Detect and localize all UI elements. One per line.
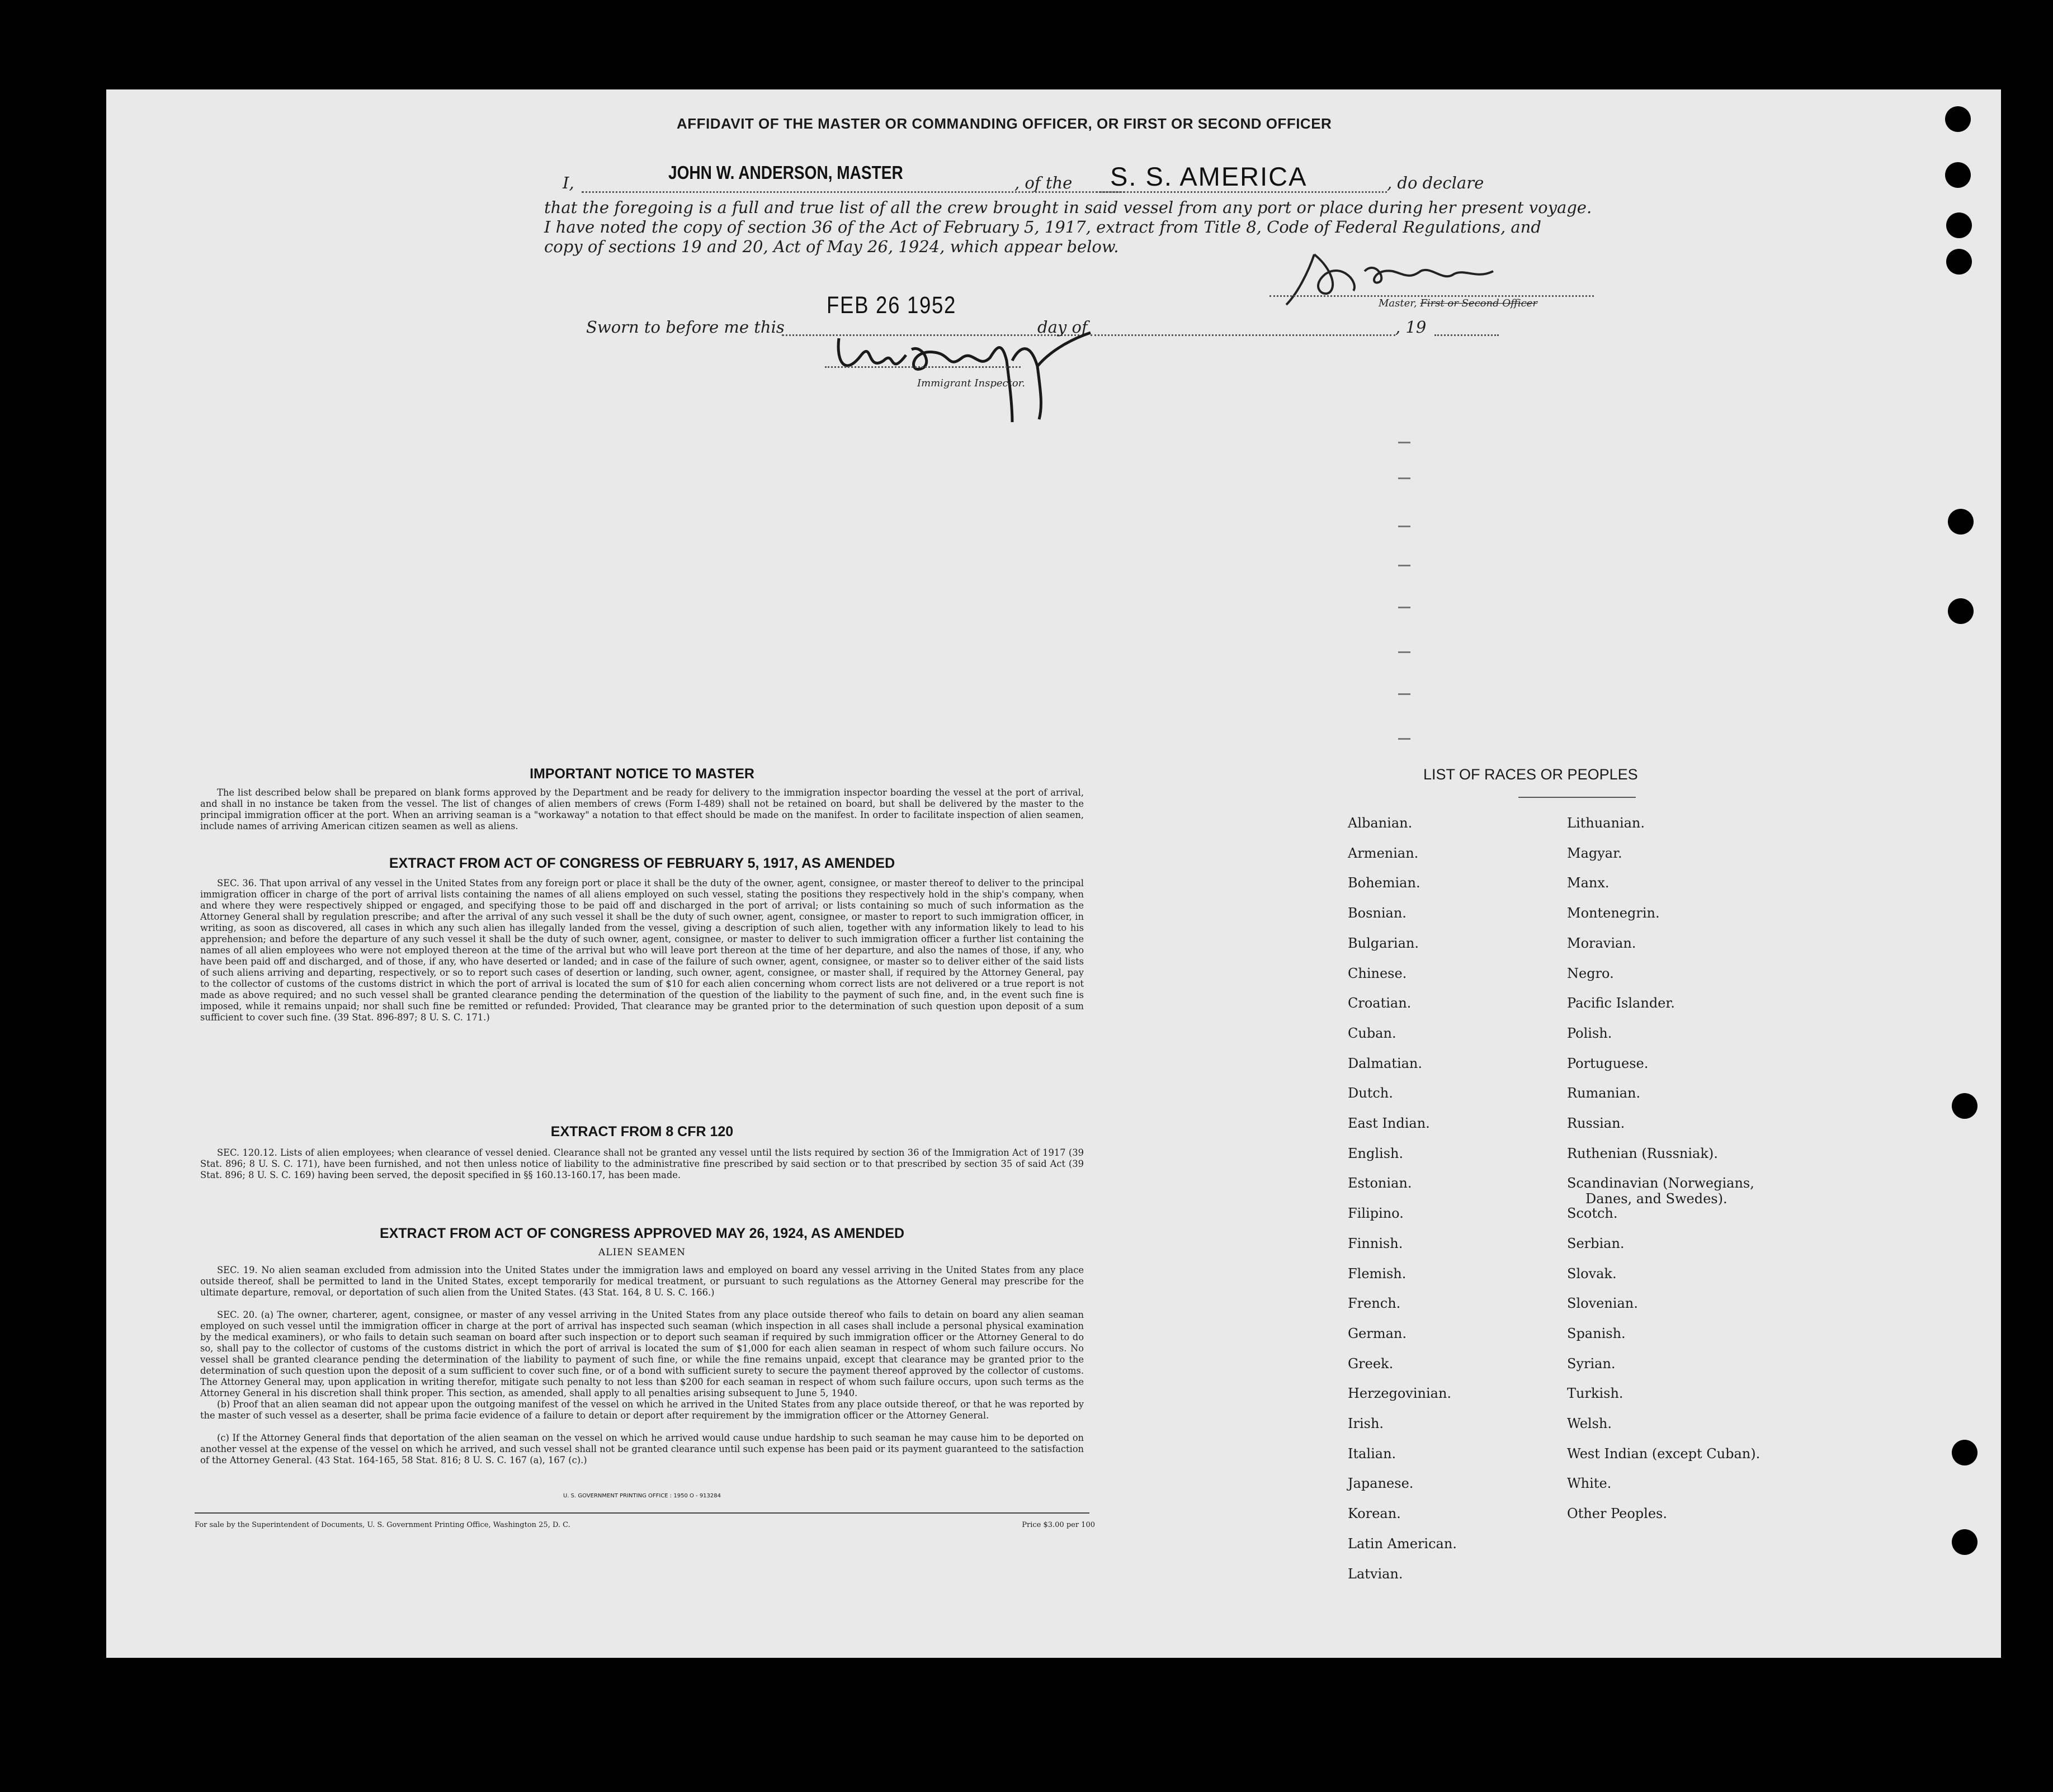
master-name: JOHN W. ANDERSON, MASTER (668, 162, 903, 183)
race-item: Other Peoples. (1567, 1506, 1667, 1522)
affidavit-line-4: copy of sections 19 and 20, Act of May 26, 1924, which appear below. (544, 237, 1119, 256)
notice-title: IMPORTANT NOTICE TO MASTER (530, 766, 754, 782)
year-prefix: , 19 (1395, 318, 1427, 337)
race-item: German. (1348, 1325, 1407, 1341)
race-item: Finnish. (1348, 1235, 1403, 1251)
inspector-label: Immigrant Inspector. (917, 377, 1026, 389)
race-item: Danes, and Swedes). (1585, 1191, 1728, 1207)
race-item: Herzegovinian. (1348, 1386, 1452, 1402)
race-item: West Indian (except Cuban). (1567, 1445, 1761, 1462)
punch-hole (1945, 162, 1971, 188)
affidavit-of-the: , of the (1014, 173, 1073, 192)
punch-hole (1948, 509, 1974, 535)
alien-seamen-subtitle: ALIEN SEAMEN (598, 1247, 686, 1258)
document-page (106, 89, 2001, 1658)
affidavit-title: AFFIDAVIT OF THE MASTER OR COMMANDING OFFICER, OR FIRST OR SECOND OFFICER (677, 115, 1332, 132)
race-item: Cuban. (1348, 1025, 1396, 1041)
punch-hole (1952, 1529, 1978, 1555)
race-item: Korean. (1348, 1506, 1401, 1522)
punch-hole (1952, 1440, 1978, 1465)
race-item: East Indian. (1348, 1115, 1430, 1131)
race-item: Bosnian. (1348, 905, 1407, 921)
sec-19-text: SEC. 19. No alien seaman excluded from admission into the United States under the immigration laws and employed on board any vessel arriving in the United States from any place outside thereof, shall be permitted to land in the United States, except temporarily for medical treatment, or pursuant to such regulations as the Attorney General may prescribe for the ultimate departure, removal, or deportation of such alien from the United States. (43 Stat. 164, 8 U. S. C. 166.) (200, 1265, 1084, 1298)
race-item: Serbian. (1567, 1235, 1625, 1251)
affidavit-do-declare: , do declare (1387, 173, 1484, 192)
race-item: Scandinavian (Norwegians, (1567, 1175, 1754, 1191)
races-title: LIST OF RACES OR PEOPLES (1423, 766, 1638, 783)
race-item: Lithuanian. (1567, 815, 1645, 831)
race-item: Manx. (1567, 875, 1610, 891)
race-item: Moravian. (1567, 935, 1636, 951)
race-item: Rumanian. (1567, 1085, 1641, 1101)
race-item: Polish. (1567, 1025, 1612, 1041)
punch-hole (1946, 212, 1972, 238)
punch-hole (1948, 598, 1974, 624)
extract-1917-text: SEC. 36. That upon arrival of any vessel in the United States from any foreign port or place it shall be the duty of the owner, agent, consignee, or master thereof to deliver to the principal immigration officer in charge of the port of arrival lists containing the names of all aliens employed on such vessel, stating the positions they respectively hold in the ship's company, when and where they were respectively shipped or engaged, and specifying those to be paid off and discharged in the port of arrival; or lists containing so much of such information as the Attorney General shall by regulation prescribe; and after the arrival of any such vessel it shall be the duty of such owner, agent, consignee, or master to report to such immigration officer, in writing, as soon as discovered, all cases in which any such alien has illegally landed from the vessel, giving a description of such alien, together with any information likely to lead to his apprehension; and before the departure of any such vessel it shall be the duty of such owner, agent, consignee, or master to deliver to such immigration officer a further list containing the names of all alien employees who were not employed thereon at the time of the arrival but who will leave port thereon at the time of her departure, and also the names of those, if any, who have been paid off and discharged, and of those, if any, who have deserted or landed; and in case of the failure of such owner, agent, consignee, or master so to deliver either of the said lists of such aliens arriving and departing, respectively, or so to report such cases of desertion or landing, such owner, agent, consignee, or master shall, if required by the Attorney General, pay to the collector of customs of the customs district in which the port of arrival is located the sum of $10 for each alien concerning whom correct lists are not delivered or a true report is not made as above required; and no such vessel shall be granted clearance pending the determination of the question of the liability to the payment of such fine, and, in the event such fine is imposed, while it remains unpaid; nor shall such fine be remitted or refunded: Provided, That clearance may be granted prior to the determination of such question upon deposit of a sum sufficient to cover such fine. (39 Stat. 896-897; 8 U. S. C. 171.) (200, 878, 1084, 1023)
race-item: Syrian. (1567, 1355, 1616, 1372)
race-item: White. (1567, 1476, 1612, 1492)
race-item: Irish. (1348, 1416, 1384, 1431)
punch-hole (1952, 1093, 1978, 1119)
race-item: Dalmatian. (1348, 1055, 1423, 1071)
race-item: Pacific Islander. (1567, 995, 1675, 1011)
race-item: Negro. (1567, 965, 1614, 981)
extract-1924-title: EXTRACT FROM ACT OF CONGRESS APPROVED MAY 26, 1924, AS AMENDED (379, 1226, 905, 1241)
race-item: Montenegrin. (1567, 905, 1660, 921)
race-item: Turkish. (1567, 1386, 1623, 1402)
race-item: Filipino. (1348, 1205, 1404, 1222)
sworn-text: Sworn to before me this (586, 318, 785, 337)
cfr-text: SEC. 120.12. Lists of alien employees; when clearance of vessel denied. Clearance shall not be granted any vessel until the lists required by section 36 of the Immigration Act of 1917 (39 Stat. 896; 8 U. S. C. 171), have been furnished, and not then unless notice of liability to the administrative fine prescribed by said section or to that prescribed by section 35 of said Act (39 Stat. 896; 8 U. S. C. 169) having been served, the deposit specified in §§ 160.13-160.17, has been made. (200, 1147, 1084, 1180)
race-item: Albanian. (1348, 815, 1413, 831)
race-item: Russian. (1567, 1115, 1625, 1131)
race-item: Chinese. (1348, 965, 1407, 981)
gpo-line: U. S. GOVERNMENT PRINTING OFFICE : 1950 O - 913284 (563, 1493, 721, 1499)
extract-1917-title: EXTRACT FROM ACT OF CONGRESS OF FEBRUARY 5, 1917, AS AMENDED (389, 855, 895, 871)
affidavit-line-3: I have noted the copy of section 36 of the Act of February 5, 1917, extract from Title 8, Code of Federal Regulations, and (544, 218, 1541, 237)
footer-rule (195, 1512, 1089, 1514)
race-item: Dutch. (1348, 1085, 1393, 1101)
race-item: Greek. (1348, 1355, 1394, 1372)
punch-hole (1945, 106, 1971, 132)
race-item: Scotch. (1567, 1205, 1618, 1222)
punch-hole (1946, 249, 1972, 275)
race-item: Bohemian. (1348, 875, 1420, 891)
race-item: Estonian. (1348, 1175, 1412, 1191)
race-item: Armenian. (1348, 845, 1419, 861)
race-item: English. (1348, 1145, 1404, 1161)
race-item: Ruthenian (Russniak). (1567, 1145, 1718, 1161)
footer-left: For sale by the Superintendent of Documents, U. S. Government Printing Office, Washington 25, D. C. (195, 1521, 570, 1529)
affidavit-line-2: that the foregoing is a full and true list of all the crew brought in said vessel from any port or place during her present voyage. (544, 198, 1592, 217)
sec-20b-text: (b) Proof that an alien seaman did not appear upon the outgoing manifest of the vessel on which he arrived in the United States from any place outside thereof, or that he was reported by the master of such vessel as a deserter, shall be prima facie evidence of a failure to detain or deport after requirement by the immigration officer or the Attorney General. (200, 1399, 1084, 1421)
race-item: Magyar. (1567, 845, 1622, 861)
races-title-rule (1518, 797, 1636, 798)
race-item: Spanish. (1567, 1325, 1626, 1341)
date-stamp: FEB 26 1952 (827, 292, 957, 319)
race-item: Croatian. (1348, 995, 1412, 1011)
race-item: Slovak. (1567, 1265, 1617, 1282)
sec-20a-text: SEC. 20. (a) The owner, charterer, agent, consignee, or master of any vessel arriving in the United States from any place outside thereof who fails to detain on board any alien seaman employed on such vessel until the immigration officer in charge at the port of arrival has inspected such seaman (which inspection in all cases shall include a personal physical examination by the medical examiners), or who fails to detain such seaman on board after such inspection or to deport such seaman if required by such immigration officer or the Attorney General to do so, shall pay to the collector of customs of the customs district in which the port of arrival is located the sum of $1,000 for each alien seaman in respect of whom such failure occurs. No vessel shall be granted clearance pending the determination of the liability to payment of such fine, or while the fine remains unpaid, except that clearance may be granted prior to the determination of such question upon the deposit of a sum sufficient to cover such fine, or of a bond with sufficient surety to secure the payment thereof approved by the collector of customs. The Attorney General may, upon application in writing therefor, mitigate such penalty to not less than $200 for each seaman in respect of whom such failure occurs, upon such terms as the Attorney General in his discretion shall think proper. This section, as amended, shall apply to all penalties arising subsequent to June 5, 1940. (200, 1309, 1084, 1398)
race-item: Welsh. (1567, 1416, 1612, 1431)
race-item: Latin American. (1348, 1535, 1457, 1552)
notice-text: The list described below shall be prepared on blank forms approved by the Department and be ready for delivery to the immigration inspector boarding the vessel at the port of arrival, and shall in no instance be taken from the vessel. The list of changes of alien members of crews (Form I-489) shall not be retained on board, but shall be delivered by the master to the principal immigration officer at the port. When an arriving seaman is a "workaway" a notation to that effect should be made on the manifest. In order to facilitate inspection of alien seamen, include names of arriving American citizen seamen as well as aliens. (200, 787, 1084, 831)
race-item: Latvian. (1348, 1566, 1403, 1582)
sec-20c-text: (c) If the Attorney General finds that deportation of the alien seaman on the vessel on which he arrived would cause undue hardship to such seaman he may cause him to be deported on another vessel at the expense of the vessel on which he arrived, and such vessel shall not be granted clearance until such expense has been paid or its payment guaranteed to the satisfaction of the Attorney General. (43 Stat. 164-165, 58 Stat. 816; 8 U. S. C. 167 (a), 167 (c).) (200, 1432, 1084, 1465)
race-item: Bulgarian. (1348, 935, 1419, 951)
affidavit-i: I, (563, 173, 574, 192)
race-item: Flemish. (1348, 1265, 1407, 1282)
race-item: Portuguese. (1567, 1055, 1649, 1071)
cfr-title: EXTRACT FROM 8 CFR 120 (550, 1124, 734, 1139)
race-item: Italian. (1348, 1445, 1396, 1462)
vessel-name: S. S. AMERICA (1110, 162, 1308, 191)
race-item: French. (1348, 1295, 1401, 1312)
race-item: Japanese. (1348, 1476, 1414, 1492)
notice-section (195, 766, 1095, 1638)
race-item: Slovenian. (1567, 1295, 1638, 1312)
footer-right: Price $3.00 per 100 (1022, 1521, 1095, 1529)
master-label: Master, First or Second Officer (1379, 297, 1537, 309)
day-of: day of (1037, 318, 1088, 337)
